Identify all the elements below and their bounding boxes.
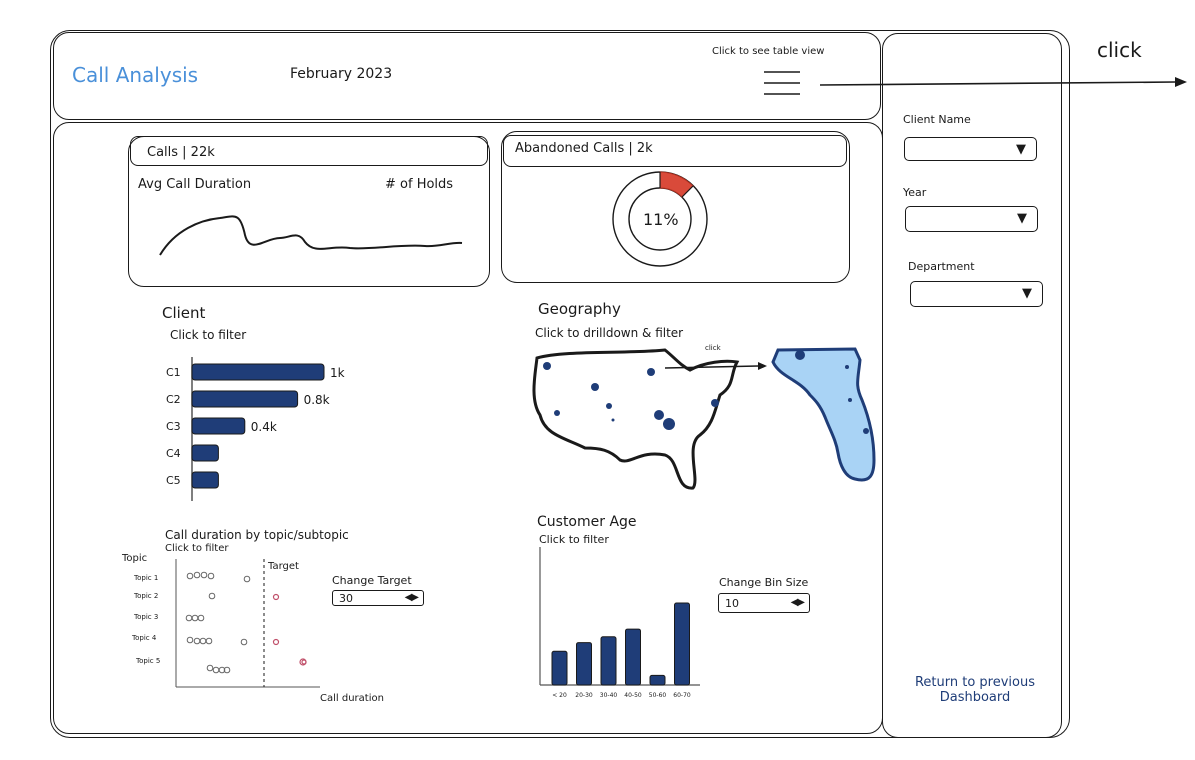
target-label: Target <box>268 561 299 572</box>
age-title: Customer Age <box>537 514 637 530</box>
annotation-click: click <box>1097 38 1142 62</box>
client-bar[interactable] <box>192 418 245 434</box>
topic-hint: Click to filter <box>165 543 229 554</box>
avg-duration-label: Avg Call Duration <box>138 177 252 192</box>
annotation-arrow <box>815 70 1195 100</box>
dropdown-arrow-icon: ▼ <box>1022 286 1032 301</box>
map-point <box>711 399 719 407</box>
map-point <box>591 383 599 391</box>
geography-hint: Click to drilldown & filter <box>535 326 684 340</box>
table-view-hint: Click to see table view <box>712 46 825 57</box>
drilldown-arrow <box>660 352 770 382</box>
topic-2-label: Topic 2 <box>134 592 159 600</box>
age-bin-label: < 20 <box>552 692 567 699</box>
client-category-label: C2 <box>166 393 181 406</box>
age-bar[interactable] <box>577 643 592 685</box>
florida-map[interactable] <box>770 345 885 485</box>
client-category-label: C5 <box>166 474 181 487</box>
client-name-select[interactable] <box>904 137 1037 161</box>
abandoned-kpi-label: Abandoned Calls | 2k <box>515 141 653 156</box>
calls-kpi-label: Calls | 22k <box>147 145 215 160</box>
return-dashboard-link[interactable] <box>895 675 1055 705</box>
target-value: 30 <box>339 592 353 605</box>
app-title: Call Analysis <box>72 63 199 87</box>
topic-5-label: Topic 5 <box>136 657 161 665</box>
age-bin-label: 50-60 <box>648 692 667 699</box>
year-label: Year <box>903 186 927 199</box>
age-hint: Click to filter <box>539 533 609 546</box>
age-bin-label: 60-70 <box>673 692 691 699</box>
client-bar[interactable] <box>192 364 324 380</box>
holds-label: # of Holds <box>385 177 454 192</box>
topic-1-label: Topic 1 <box>134 574 159 582</box>
hamburger-icon <box>762 70 802 98</box>
dropdown-arrow-icon: ▼ <box>1016 142 1026 157</box>
topic-axis-label: Topic <box>122 553 148 564</box>
age-bin-label: 30-40 <box>599 692 618 699</box>
map-point <box>612 419 615 422</box>
age-bin-label: 40-50 <box>624 692 642 699</box>
client-category-label: C4 <box>166 447 181 460</box>
client-name-label: Client Name <box>903 113 971 126</box>
client-bar-value: 1k <box>330 366 345 380</box>
geography-click-note: click <box>705 344 721 352</box>
map-point <box>663 418 675 430</box>
map-point <box>543 362 551 370</box>
bin-size-stepper[interactable] <box>718 593 810 613</box>
topic-x-axis-label: Call duration <box>320 693 384 704</box>
client-bar-value: 0.4k <box>250 420 277 434</box>
client-bar[interactable] <box>192 391 298 407</box>
age-histogram[interactable] <box>535 545 715 705</box>
map-point <box>654 410 664 420</box>
age-bar[interactable] <box>626 629 641 685</box>
client-title: Client <box>162 304 206 322</box>
topic-dot-chart[interactable] <box>170 555 330 690</box>
period-label: February 2023 <box>290 66 393 82</box>
map-point <box>606 403 612 409</box>
target-stepper[interactable] <box>332 590 424 606</box>
client-bar-value: 0.8k <box>303 393 330 407</box>
duration-sparkline <box>150 200 470 270</box>
client-category-label: C3 <box>166 420 181 433</box>
age-bin-label: 20-30 <box>575 692 593 699</box>
return-link-line1: Return to previous <box>914 675 1036 690</box>
table-view-menu-icon[interactable] <box>762 70 802 98</box>
department-label: Department <box>908 260 975 273</box>
geography-title: Geography <box>538 300 621 318</box>
topic-title: Call duration by topic/subtopic <box>165 528 349 542</box>
stepper-arrows-icon[interactable]: ◀▶ <box>790 597 804 608</box>
client-bar[interactable] <box>192 472 218 488</box>
age-bar[interactable] <box>552 651 567 685</box>
client-category-label: C1 <box>166 366 181 379</box>
map-point <box>647 368 655 376</box>
client-bar-chart[interactable] <box>160 355 390 505</box>
department-select[interactable] <box>910 281 1043 307</box>
dropdown-arrow-icon: ▼ <box>1017 211 1027 226</box>
stepper-arrows-icon[interactable]: ◀▶ <box>404 592 418 603</box>
age-bar[interactable] <box>675 603 690 685</box>
age-bar[interactable] <box>601 637 616 685</box>
client-bar[interactable] <box>192 445 218 461</box>
bin-size-value: 10 <box>725 597 739 610</box>
topic-3-label: Topic 3 <box>134 613 159 621</box>
year-select[interactable] <box>905 206 1038 232</box>
abandoned-pct: 11% <box>643 210 679 229</box>
client-hint: Click to filter <box>170 328 247 342</box>
change-target-label: Change Target <box>332 574 412 587</box>
age-bar[interactable] <box>650 675 665 685</box>
map-point <box>554 410 560 416</box>
topic-4-label: Topic 4 <box>132 634 157 642</box>
return-link-line2: Dashboard <box>939 690 1011 705</box>
change-bin-label: Change Bin Size <box>719 576 809 589</box>
